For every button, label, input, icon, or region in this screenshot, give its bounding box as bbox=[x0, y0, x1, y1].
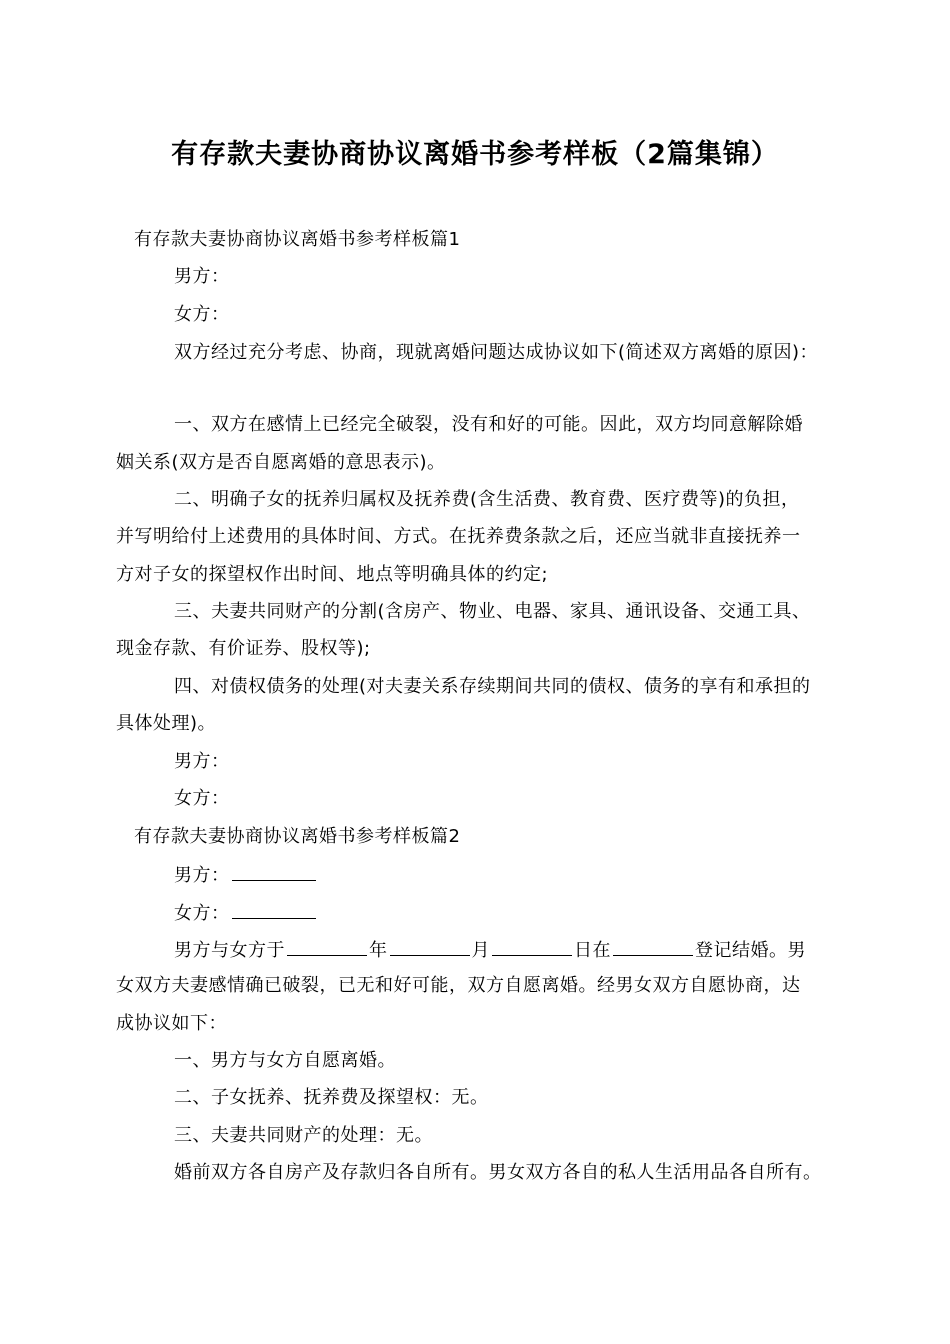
marriage-day-label: 日在 bbox=[574, 940, 611, 961]
section2-man-row bbox=[174, 862, 318, 888]
section1-item3-line2: 现金存款、有价证券、股权等); bbox=[116, 638, 371, 659]
section2-woman-row bbox=[174, 900, 318, 926]
section1-item2-line2: 并写明给付上述费用的具体时间、方式。在抚养费条款之后，还应当就非直接抚养一 bbox=[116, 526, 801, 547]
marriage-text-end: 登记结婚。男 bbox=[695, 940, 806, 961]
section1-item3-line1: 三、夫妻共同财产的分割(含房产、物业、电器、家具、通讯设备、交通工具、 bbox=[174, 601, 811, 622]
section2-woman-label: 女方： bbox=[174, 903, 230, 924]
section1-man-label: 男方： bbox=[174, 266, 230, 287]
section2-marriage-line3: 成协议如下： bbox=[116, 1013, 227, 1034]
section1-item1-line2: 姻关系(双方是否自愿离婚的意思表示)。 bbox=[116, 452, 446, 473]
section1-item4-line2: 具体处理)。 bbox=[116, 713, 217, 734]
man-name-blank bbox=[232, 862, 316, 881]
section1-sign-woman: 女方： bbox=[174, 788, 230, 809]
marriage-month-label: 月 bbox=[471, 940, 490, 961]
marriage-text-a: 男方与女方于 bbox=[174, 940, 285, 961]
section2-marriage-line1 bbox=[174, 937, 806, 963]
woman-name-blank bbox=[232, 900, 316, 919]
section1-sign-man: 男方： bbox=[174, 751, 230, 772]
marriage-year-label: 年 bbox=[369, 940, 388, 961]
section1-item4-line1: 四、对债权债务的处理(对夫妻关系存续期间共同的债权、债务的享有和承担的 bbox=[174, 676, 811, 697]
section2-item2: 二、子女抚养、抚养费及探望权：无。 bbox=[174, 1087, 489, 1108]
marriage-day-blank bbox=[492, 937, 572, 956]
section1-intro: 双方经过充分考虑、协商，现就离婚问题达成协议如下(简述双方离婚的原因)： bbox=[174, 342, 819, 363]
section2-item4: 婚前双方各自房产及存款归各自所有。男女双方各自的私人生活用品各自所有。 bbox=[174, 1162, 822, 1183]
section2-item3: 三、夫妻共同财产的处理：无。 bbox=[174, 1125, 433, 1146]
section2-item1: 一、男方与女方自愿离婚。 bbox=[174, 1050, 396, 1071]
marriage-month-blank bbox=[390, 937, 470, 956]
section1-item2-line3: 方对子女的探望权作出时间、地点等明确具体的约定; bbox=[116, 564, 549, 585]
section1-item2-line1: 二、明确子女的抚养归属权及抚养费(含生活费、教育费、医疗费等)的负担， bbox=[174, 489, 800, 510]
section1-heading: 有存款夫妻协商协议离婚书参考样板篇1 bbox=[134, 229, 461, 250]
section2-heading: 有存款夫妻协商协议离婚书参考样板篇2 bbox=[134, 826, 461, 847]
section1-woman-label: 女方： bbox=[174, 304, 230, 325]
section2-marriage-line2: 女双方夫妻感情确已破裂，已无和好可能，双方自愿离婚。经男女双方自愿协商，达 bbox=[116, 975, 801, 996]
marriage-year-blank bbox=[287, 937, 367, 956]
section2-man-label: 男方： bbox=[174, 865, 230, 886]
section1-item1-line1: 一、双方在感情上已经完全破裂，没有和好的可能。因此，双方均同意解除婚 bbox=[174, 414, 803, 435]
marriage-place-blank bbox=[613, 937, 693, 956]
document-title: 有存款夫妻协商协议离婚书参考样板（2篇集锦） bbox=[171, 139, 779, 170]
